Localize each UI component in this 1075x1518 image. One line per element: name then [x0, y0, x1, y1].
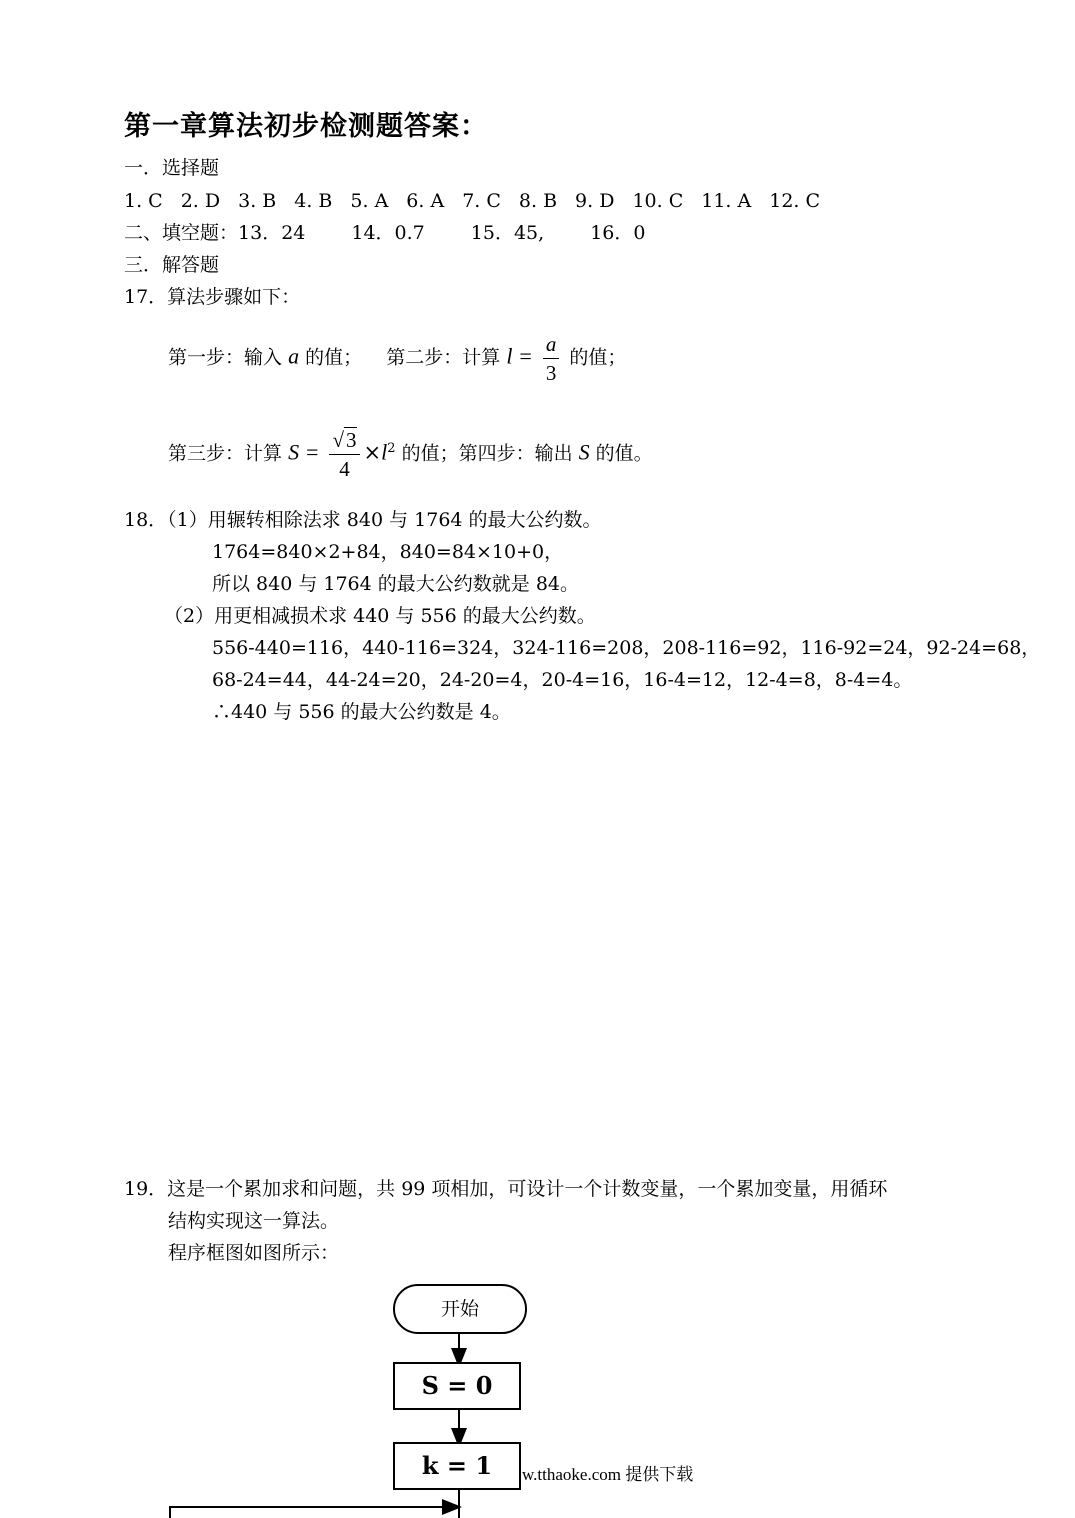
fill-answer-14: 14．0.7	[351, 222, 425, 244]
q18-part1-calc: 1764=840×2+84，840=84×10+0，	[212, 541, 564, 563]
formula-s-lhs: S =	[288, 439, 320, 465]
q17-step1-end: 的值；	[305, 346, 363, 369]
q17-step3-text: 第三步：计算	[168, 442, 283, 465]
choice-answer-10: 10. C	[632, 190, 684, 212]
choice-answer-3: 3. B	[238, 190, 277, 212]
fill-answer-13: 13．24	[238, 222, 306, 244]
q19-line3: 程序框图如图所示：	[168, 1242, 340, 1264]
choice-answer-12: 12. C	[769, 190, 821, 212]
sqrt-symbol: √3	[332, 428, 357, 452]
fraction-denominator: 3	[545, 361, 557, 385]
section-choice-heading: 一．选择题	[124, 157, 220, 179]
choice-answer-11: 11. A	[701, 190, 752, 212]
formula-l-lhs: l =	[506, 343, 533, 369]
q18-part2-heading: （2）用更相减损术求 440 与 556 的最大公约数。	[164, 605, 596, 627]
radicand: 3	[346, 428, 357, 452]
flowchart-init-k: k = 1	[393, 1442, 521, 1490]
times-sign: ×	[363, 440, 382, 465]
q18-part1-heading: 18．（1）用辗转相除法求 840 与 1764 的最大公约数。	[124, 509, 602, 531]
q18-part1-result: 所以 840 与 1764 的最大公约数就是 84。	[212, 573, 579, 595]
choice-answer-4: 4. B	[294, 190, 333, 212]
q18-part2-calc-2: 68-24=44，44-24=20，24-20=4，20-4=16，16-4=12，12-4=8，8-4=4。	[212, 669, 913, 691]
choice-answer-5: 5. A	[350, 190, 389, 212]
watermark-text: w.tthaoke.com 提供下载	[522, 1465, 694, 1484]
flowchart-init-s: S = 0	[393, 1362, 521, 1410]
q19-line2: 结构实现这一算法。	[168, 1210, 340, 1232]
exponent: 2	[387, 441, 396, 457]
q18-part2-result: ∴440 与 556 的最大公约数是 4。	[212, 701, 511, 723]
q17-step2-text: 第二步：计算	[386, 346, 501, 369]
q18-part2-calc-1: 556-440=116，440-116=324，324-116=208，208-116=92，116-92=24，92-24=68，	[212, 637, 1041, 659]
choice-answer-9: 9. D	[575, 190, 615, 212]
choice-answer-6: 6. A	[406, 190, 445, 212]
choice-answer-1: 1. C	[124, 190, 163, 212]
fill-answer-16: 16．0	[590, 222, 646, 244]
fraction-denominator: 4	[339, 457, 350, 481]
var-s: S	[578, 439, 590, 465]
fill-blank-label: 二、填空题：	[124, 222, 239, 244]
q17-step4-end: 的值。	[595, 442, 653, 465]
fill-answer-15: 15．45,	[470, 222, 545, 244]
q19-line1: 19．这是一个累加求和问题，共 99 项相加，可设计一个计数变量，一个累加变量，用循环	[124, 1178, 888, 1200]
q17-step2-end: 的值；	[569, 346, 627, 369]
var-a: a	[288, 343, 300, 369]
q17-heading: 17．算法步骤如下：	[124, 286, 301, 308]
var-l: l	[381, 439, 388, 465]
flowchart-start: 开始	[393, 1284, 527, 1334]
choice-answer-2: 2. D	[180, 190, 221, 212]
page-title: 第一章算法初步检测题答案：	[124, 111, 488, 142]
fraction-numerator: a	[543, 332, 560, 359]
choice-answer-8: 8. B	[518, 190, 558, 212]
choice-answer-7: 7. C	[462, 190, 501, 212]
q17-step1-text: 第一步：输入	[168, 346, 283, 369]
q17-step3-end: 的值；第四步：输出	[401, 442, 573, 465]
section-solution-heading: 三．解答题	[124, 254, 220, 276]
